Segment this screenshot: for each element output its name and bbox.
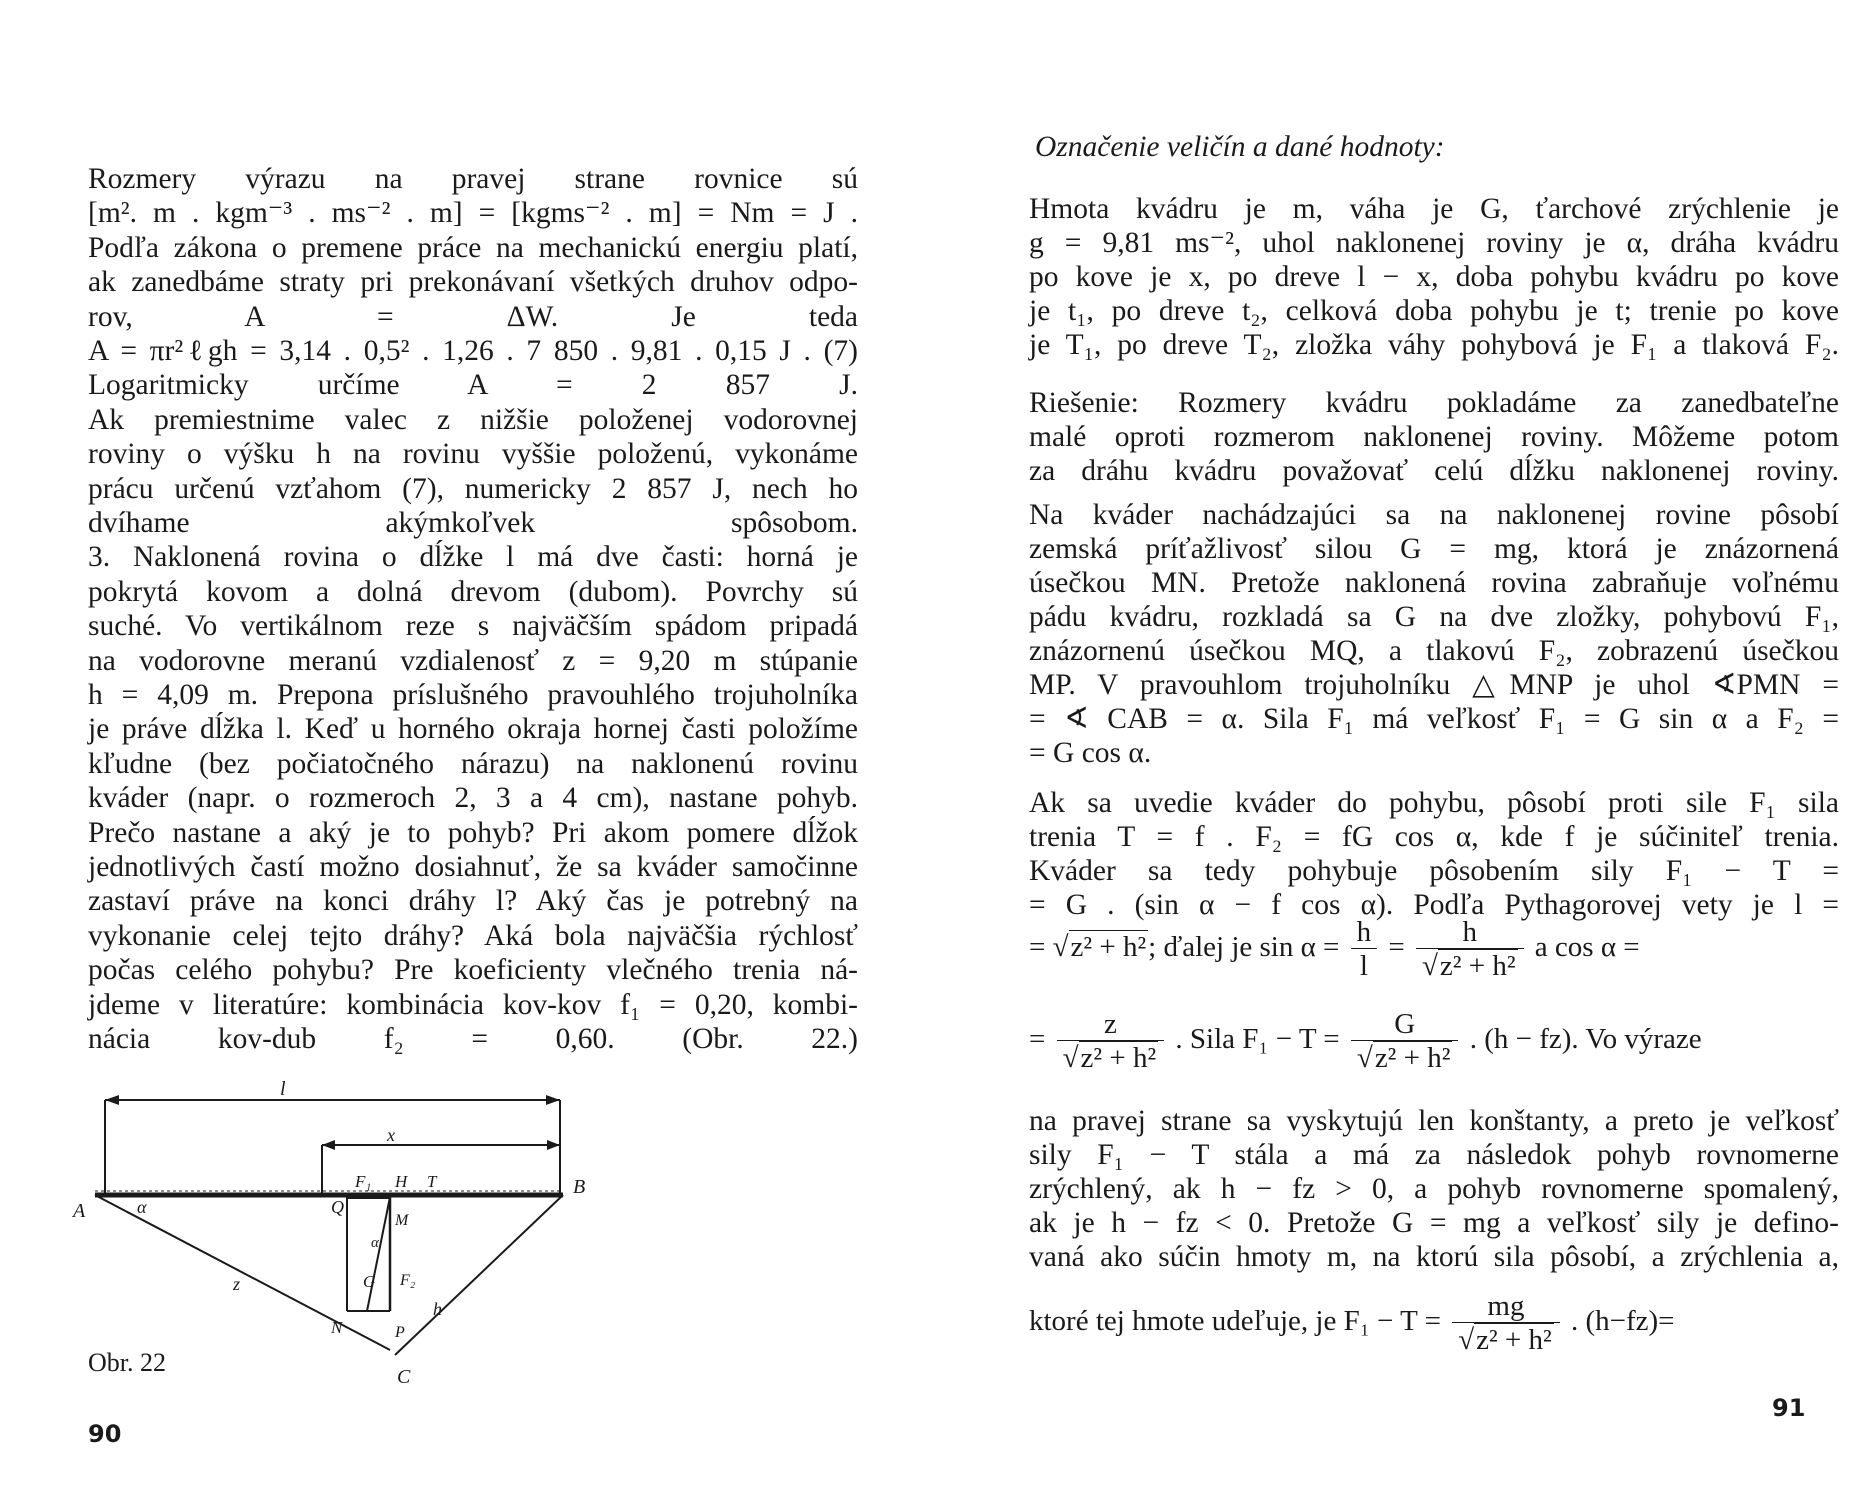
text-line: je práve dĺžka l. Keď u horného okraja hornej časti položíme <box>88 713 858 746</box>
equation-line-1 <box>1029 916 1839 983</box>
label-F1: F₁ <box>355 1172 372 1191</box>
figure-inclined-plane <box>73 1078 595 1395</box>
page-number-right: 91 <box>1772 1394 1806 1422</box>
text-line: nácia kov-dub f₂ = 0,60. (Obr. 22.) <box>88 1023 858 1055</box>
eq1-frac1-num: h <box>1351 916 1378 949</box>
text-line: za dráhu kvádru považovať celú dĺžku naklonenej roviny. <box>1029 455 1839 487</box>
eq2-frac1-num: z <box>1057 1008 1165 1041</box>
right-page <box>937 0 1874 1500</box>
figure-caption: Obr. 22 <box>88 1348 166 1377</box>
text-line: malé oproti rozmerom naklonenej roviny. Môžeme potom <box>1029 421 1839 453</box>
eq1-fraction-h-over-l <box>1351 916 1378 983</box>
text-line: jednotlivých častí možno dosiahnuť, že sa kváder samočinne <box>88 851 858 883</box>
eq3-fraction-mg: $\frac{mg}{\text{√z² + h²}}$ <box>1452 1290 1560 1357</box>
label-l: l <box>280 1078 286 1100</box>
eq2-frac2-den: z² + h² <box>1374 1042 1451 1074</box>
label-z: z <box>233 1274 241 1294</box>
arrowhead-right <box>546 1095 560 1105</box>
text-line: jdeme v literatúre: kombinácia kov-kov f₁ = 0,20, kombi- <box>88 988 858 1021</box>
eq3-post: . (h−fz)= <box>1570 1305 1675 1338</box>
label-h: h <box>433 1299 442 1319</box>
text-line: Podľa zákona o premene práce na mechanickú energiu platí, <box>88 231 858 264</box>
eq2-frac1-den: z² + h² <box>1080 1042 1157 1074</box>
text-line: zrýchlený, ak h − fz > 0, a pohyb rovnomerne spomalený, <box>1029 1173 1839 1205</box>
text-line: kváder (napr. o rozmeroch 2, 3 a 4 cm), nastane pohyb. <box>88 782 858 815</box>
text-line: zemská príťažlivosť silou G = mg, ktorá je znázornená <box>1029 533 1839 565</box>
text-line: trenia T = f . F₂ = fG cos α, kde f je súčiniteľ trenia. <box>1029 821 1839 853</box>
text-line: [m². m . kgm⁻³ . ms⁻² . m] = [kgms⁻² . m] = Nm = J . <box>88 197 858 230</box>
label-B: B <box>573 1176 586 1198</box>
eq2-post: . (h − fz). Vo výraze <box>1469 1023 1702 1056</box>
eq1-frac1-den: l <box>1359 950 1368 982</box>
text-line: Rozmery výrazu na pravej strane rovnice sú <box>88 163 858 195</box>
text-line: Logaritmicky určíme A = 2 857 J. <box>88 369 858 402</box>
equation-line-3 <box>1029 1290 1849 1357</box>
label-T: T <box>427 1172 437 1191</box>
line-BC <box>395 1195 563 1355</box>
arrowhead-x-right <box>547 1140 560 1150</box>
eq1-fraction-h-over-root: $\frac{h}{\text{√z² + h²}}$ <box>1416 916 1524 983</box>
eq3-den: z² + h² <box>1476 1324 1552 1356</box>
label-alpha: α <box>137 1197 147 1217</box>
label-P: P <box>395 1324 405 1341</box>
eq3-pre: ktoré tej hmote udeľuje, je F₁ − T = <box>1029 1305 1441 1338</box>
section-heading: Označenie veličín a dané hodnoty: <box>1035 131 1445 163</box>
text-line: vaná ako súčin hmoty m, na ktorú sila pôsobí, a zrýchlenia a, <box>1029 1241 1839 1273</box>
eq1-frac2-den: z² + h² <box>1439 950 1516 982</box>
text-line: po kove je x, po dreve l − x, doba pohybu kvádru po kove <box>1029 261 1839 293</box>
text-line: = G cos α. <box>1029 737 1152 769</box>
arrowhead-x-left <box>322 1140 335 1150</box>
text-line: pádu kvádru, rozkladá sa G na dve zložky, pohybovú F₁, <box>1029 601 1839 633</box>
text-line: ak je h − fz < 0. Pretože G = mg a veľkosť sily je defino- <box>1029 1207 1839 1239</box>
label-H: H <box>395 1172 408 1191</box>
eq2-frac2-num: G <box>1351 1008 1459 1041</box>
text-line: pokrytá kovom a dolná drevom (dubom). Povrchy sú <box>88 575 858 608</box>
text-line: zastaví práve na konci dráhy l? Aký čas je potrebný na <box>88 885 858 918</box>
label-C: C <box>397 1366 411 1388</box>
eq3-num: mg <box>1452 1290 1560 1323</box>
text-line: Kváder sa tedy pohybuje pôsobením sily F₁ − T = <box>1029 855 1839 887</box>
label-A: A <box>73 1200 86 1222</box>
text-line: suché. Vo vertikálnom reze s najväčším spádom pripadá <box>88 610 858 643</box>
text-line: prácu určenú vzťahom (7), numericky 2 857 J, nech ho <box>88 472 858 505</box>
text-line: sily F₁ − T stála a má za následok pohyb rovnomerne <box>1029 1139 1839 1171</box>
text-line: kľudne (bez počiatočného nárazu) na naklonenú rovinu <box>88 747 858 780</box>
text-line: dvíhame akýmkoľvek spôsobom. <box>88 507 858 539</box>
eq1-mid: ; ďalej je sin α = <box>1148 931 1340 964</box>
line-AC-z <box>95 1195 390 1350</box>
eq2-fraction-G: $\frac{G}{\text{√z² + h²}}$ <box>1351 1008 1459 1075</box>
eq1-frac2-num: h <box>1416 916 1524 949</box>
label-N: N <box>331 1318 343 1337</box>
text-line: Ak premiestnime valec z nižšie položenej vodorovnej <box>88 403 858 436</box>
line-MP <box>367 1197 390 1311</box>
eq2-mid: . Sila F₁ − T = <box>1175 1023 1340 1056</box>
text-line: = G . (sin α − f cos α). Podľa Pythagorovej vety je l = <box>1029 889 1839 921</box>
label-Q: Q <box>331 1197 344 1217</box>
text-line: vykonanie celej tejto dráhy? Aká bola najväčšia rýchlosť <box>88 919 858 952</box>
text-line: Na kváder nachádzajúci sa na naklonenej rovine pôsobí <box>1029 499 1839 531</box>
label-x: x <box>387 1125 395 1145</box>
text-line: g = 9,81 ms⁻², uhol naklonenej roviny je α, dráha kvádru <box>1029 227 1839 259</box>
label-G: G <box>363 1272 376 1291</box>
text-line: ak zanedbáme straty pri prekonávaní všetkých druhov odpo- <box>88 266 858 299</box>
text-line: = ∢ CAB = α. Sila F₁ má veľkosť F₁ = G sin α a F₂ = <box>1029 703 1839 735</box>
text-line: na pravej strane sa vyskytujú len konštanty, a preto je veľkosť <box>1029 1105 1839 1137</box>
text-line: A = πr²ℓgh = 3,14 . 0,5² . 1,26 . 7 850 . 9,81 . 0,15 J . (7) <box>88 335 858 367</box>
eq1-pre: = √ <box>1029 931 1069 964</box>
text-line: roviny o výšku h na rovinu vyššie položenú, vykonáme <box>88 438 858 471</box>
equation-line-2 <box>1029 1008 1849 1075</box>
text-line: znázornenú úsečkou MQ, a tlakovú F₂, zobrazenú úsečkou <box>1029 635 1839 667</box>
text-line: na vodorovne meranú vzdialenosť z = 9,20 m stúpanie <box>88 644 858 677</box>
arrowhead-left <box>105 1095 119 1105</box>
eq2-fraction-z: $\frac{z}{\text{√z² + h²}}$ <box>1057 1008 1165 1075</box>
text-line: rov, A = ΔW. Je teda <box>88 300 858 333</box>
eq2-pre: = <box>1029 1023 1046 1056</box>
text-line: Ak sa uvedie kváder do pohybu, pôsobí proti sile F₁ sila <box>1029 787 1839 819</box>
text-line: úsečkou MN. Pretože naklonená rovina zabraňuje voľnému <box>1029 567 1839 599</box>
text-line: je t₁, po dreve t₂, celková doba pohybu je t; trenie po kove <box>1029 295 1839 327</box>
label-F2: F₂ <box>400 1272 416 1289</box>
label-a: α <box>371 1235 379 1251</box>
text-line: MP. V pravouhlom trojuholníku △MNP je uhol ∢PMN = <box>1029 669 1839 701</box>
label-M: M <box>395 1212 409 1229</box>
text-line: 3. Naklonená rovina o dĺžke l má dve časti: horná je <box>88 541 858 574</box>
eq1-post: a cos α = <box>1534 931 1640 964</box>
text-line: Hmota kvádru je m, váha je G, ťarchové zrýchlenie je <box>1029 193 1839 225</box>
text-line: počas celého pohybu? Pre koeficienty vlečného trenia ná- <box>88 954 858 987</box>
text-line: Riešenie: Rozmery kvádru pokladáme za zanedbateľne <box>1029 387 1839 419</box>
text-line: je T₁, po dreve T₂, zložka váhy pohybová je F₁ a tlaková F₂. <box>1029 329 1839 361</box>
page-number-left: 90 <box>88 1420 122 1448</box>
text-line: h = 4,09 m. Prepona príslušného pravouhlého trojuholníka <box>88 679 858 711</box>
eq1-radicand: z² + h² <box>1070 931 1147 964</box>
text-line: Prečo nastane a aký je to pohyb? Pri akom pomere dĺžok <box>88 816 858 849</box>
eq1-equals: = <box>1388 931 1405 964</box>
